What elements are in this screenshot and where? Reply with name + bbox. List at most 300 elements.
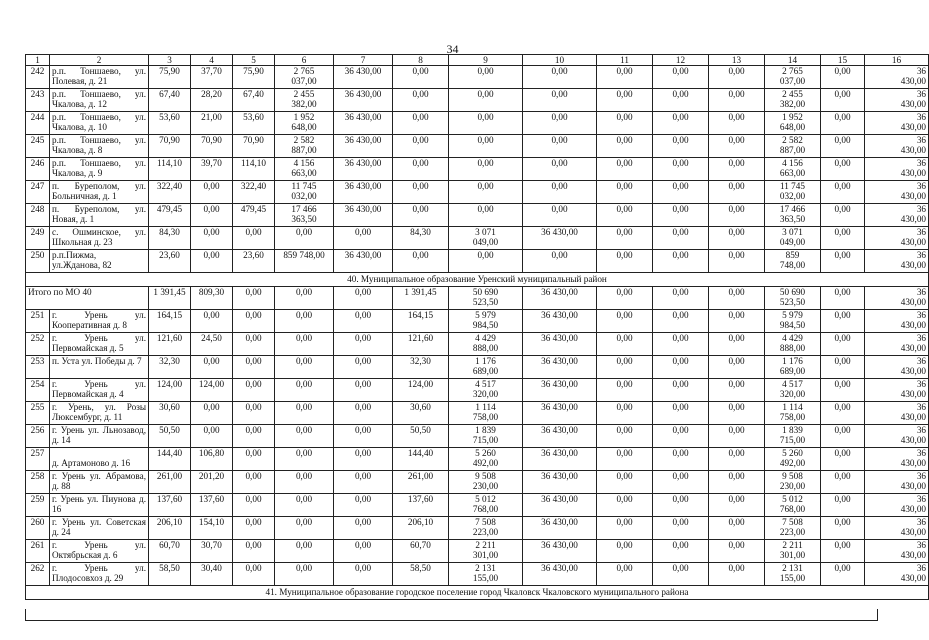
value-cell: 121,60: [393, 333, 449, 356]
value-cell: 0,00: [821, 563, 865, 586]
value-cell: 0,00: [709, 356, 765, 379]
table-row: [26, 204, 929, 227]
row-number: 262: [26, 563, 50, 586]
row-number: 248: [26, 204, 50, 227]
value-cell: 0,00: [821, 181, 865, 204]
value-cell: 164,15: [149, 310, 191, 333]
address-cell: г. Урень ул. Советская д. 24: [50, 517, 149, 540]
value-cell: 60,70: [149, 540, 191, 563]
value-cell: 0,00: [449, 66, 523, 89]
value-cell: 0,00: [334, 471, 393, 494]
value-cell: 36 430,00: [865, 158, 929, 181]
value-cell: 0,00: [191, 250, 233, 273]
value-cell: 0,00: [821, 89, 865, 112]
value-cell: 0,00: [334, 333, 393, 356]
value-cell: 36 430,00: [523, 425, 597, 448]
value-cell: 0,00: [709, 333, 765, 356]
value-cell: 0,00: [709, 227, 765, 250]
table-row: [26, 540, 929, 563]
value-cell: 0,00: [275, 540, 334, 563]
value-cell: 36 430,00: [523, 227, 597, 250]
value-cell: 0,00: [275, 494, 334, 517]
table-continuation: [25, 609, 878, 621]
column-header: 9: [449, 55, 523, 66]
value-cell: 84,30: [149, 227, 191, 250]
value-cell: 0,00: [597, 250, 653, 273]
column-header: 5: [233, 55, 275, 66]
value-cell: 36 430,00: [334, 135, 393, 158]
value-cell: 32,30: [149, 356, 191, 379]
total-value-cell: 809,30: [191, 287, 233, 310]
value-cell: 0,00: [275, 402, 334, 425]
value-cell: 0,00: [821, 227, 865, 250]
value-cell: 164,15: [393, 310, 449, 333]
value-cell: 0,00: [821, 540, 865, 563]
value-cell: 0,00: [191, 425, 233, 448]
value-cell: 0,00: [821, 204, 865, 227]
value-cell: 0,00: [597, 494, 653, 517]
address-cell: г. Урень ул. Плодосовхоз д. 29: [50, 563, 149, 586]
value-cell: 0,00: [393, 89, 449, 112]
value-cell: 0,00: [597, 379, 653, 402]
value-cell: 36 430,00: [523, 333, 597, 356]
value-cell: 0,00: [233, 310, 275, 333]
section-heading: 41. Муниципальное образование городское поселение город Чкаловск Чкаловского муниципального района: [26, 586, 929, 600]
value-cell: 4 517 320,00: [765, 379, 821, 402]
column-header: 2: [50, 55, 149, 66]
value-cell: 0,00: [334, 227, 393, 250]
value-cell: 0,00: [233, 517, 275, 540]
value-cell: 0,00: [653, 540, 709, 563]
value-cell: 70,90: [191, 135, 233, 158]
value-cell: 36 430,00: [523, 448, 597, 471]
value-cell: 24,50: [191, 333, 233, 356]
value-cell: 0,00: [334, 494, 393, 517]
value-cell: 70,90: [233, 135, 275, 158]
value-cell: 0,00: [191, 310, 233, 333]
value-cell: 206,10: [393, 517, 449, 540]
value-cell: 2 211 301,00: [765, 540, 821, 563]
value-cell: 36 430,00: [865, 494, 929, 517]
row-number: 247: [26, 181, 50, 204]
value-cell: 0,00: [334, 356, 393, 379]
value-cell: 0,00: [653, 471, 709, 494]
value-cell: 0,00: [821, 425, 865, 448]
value-cell: 0,00: [653, 425, 709, 448]
value-cell: 2 582 887,00: [765, 135, 821, 158]
value-cell: 0,00: [709, 112, 765, 135]
value-cell: 36 430,00: [865, 471, 929, 494]
value-cell: 0,00: [597, 563, 653, 586]
value-cell: 0,00: [653, 227, 709, 250]
value-cell: 0,00: [597, 471, 653, 494]
value-cell: 11 745 032,00: [275, 181, 334, 204]
value-cell: 36 430,00: [334, 112, 393, 135]
total-value-cell: 50 690 523,50: [449, 287, 523, 310]
value-cell: 137,60: [191, 494, 233, 517]
value-cell: 479,45: [149, 204, 191, 227]
value-cell: 11 745 032,00: [765, 181, 821, 204]
value-cell: 36 430,00: [865, 135, 929, 158]
total-row: [26, 287, 929, 310]
table-row: [26, 471, 929, 494]
address-cell: р.п. Тоншаево, ул. Чкалова, д. 8: [50, 135, 149, 158]
value-cell: 0,00: [597, 227, 653, 250]
value-cell: 261,00: [393, 471, 449, 494]
value-cell: 4 517 320,00: [449, 379, 523, 402]
value-cell: 0,00: [233, 448, 275, 471]
value-cell: 58,50: [149, 563, 191, 586]
table-row: [26, 66, 929, 89]
value-cell: 0,00: [334, 402, 393, 425]
value-cell: 0,00: [821, 494, 865, 517]
value-cell: 322,40: [149, 181, 191, 204]
value-cell: 0,00: [334, 517, 393, 540]
value-cell: 36 430,00: [334, 89, 393, 112]
table-row: [26, 517, 929, 540]
value-cell: 58,50: [393, 563, 449, 586]
value-cell: 36 430,00: [334, 158, 393, 181]
value-cell: 0,00: [393, 66, 449, 89]
row-number: 254: [26, 379, 50, 402]
page-number: 34: [446, 42, 459, 56]
value-cell: 0,00: [449, 89, 523, 112]
value-cell: 0,00: [393, 135, 449, 158]
value-cell: 0,00: [233, 379, 275, 402]
column-header-row: [26, 55, 929, 66]
value-cell: 0,00: [821, 402, 865, 425]
value-cell: 0,00: [523, 158, 597, 181]
address-cell: п. Буреполом, ул. Новая, д. 1: [50, 204, 149, 227]
value-cell: 0,00: [393, 204, 449, 227]
value-cell: 0,00: [653, 158, 709, 181]
value-cell: 0,00: [233, 563, 275, 586]
value-cell: 36 430,00: [865, 204, 929, 227]
table-row: [26, 356, 929, 379]
address-cell: п. Буреполом, ул. Больничная, д. 1: [50, 181, 149, 204]
value-cell: 0,00: [191, 204, 233, 227]
table-row: [26, 494, 929, 517]
value-cell: 0,00: [821, 310, 865, 333]
address-cell: г. Урень ул. Первомайская д. 4: [50, 379, 149, 402]
section-heading: 40. Муниципальное образование Уренский муниципальный район: [26, 273, 929, 287]
value-cell: 0,00: [653, 135, 709, 158]
value-cell: 50,50: [149, 425, 191, 448]
value-cell: 0,00: [233, 540, 275, 563]
value-cell: 0,00: [275, 356, 334, 379]
value-cell: 0,00: [821, 135, 865, 158]
value-cell: 0,00: [709, 425, 765, 448]
value-cell: 0,00: [653, 181, 709, 204]
value-cell: 36 430,00: [334, 250, 393, 273]
value-cell: 60,70: [393, 540, 449, 563]
address-cell: г. Урень ул. Октябрьская д. 6: [50, 540, 149, 563]
value-cell: 0,00: [334, 379, 393, 402]
value-cell: 0,00: [449, 204, 523, 227]
value-cell: 39,70: [191, 158, 233, 181]
value-cell: 0,00: [334, 540, 393, 563]
value-cell: 36 430,00: [523, 356, 597, 379]
value-cell: 36 430,00: [865, 227, 929, 250]
value-cell: 0,00: [653, 517, 709, 540]
value-cell: 0,00: [821, 333, 865, 356]
total-value-cell: 1 391,45: [149, 287, 191, 310]
value-cell: 124,00: [191, 379, 233, 402]
value-cell: 17 466 363,50: [275, 204, 334, 227]
value-cell: 2 455 382,00: [275, 89, 334, 112]
value-cell: 36 430,00: [865, 540, 929, 563]
value-cell: 124,00: [149, 379, 191, 402]
value-cell: 114,10: [149, 158, 191, 181]
value-cell: 0,00: [523, 250, 597, 273]
value-cell: 0,00: [597, 135, 653, 158]
value-cell: 0,00: [597, 540, 653, 563]
value-cell: 0,00: [523, 89, 597, 112]
value-cell: 28,20: [191, 89, 233, 112]
value-cell: 36 430,00: [865, 333, 929, 356]
value-cell: 3 071 049,00: [765, 227, 821, 250]
value-cell: 0,00: [233, 425, 275, 448]
value-cell: 0,00: [597, 517, 653, 540]
value-cell: 0,00: [449, 181, 523, 204]
value-cell: 36 430,00: [865, 250, 929, 273]
value-cell: 30,70: [191, 540, 233, 563]
value-cell: 1 176 689,00: [765, 356, 821, 379]
value-cell: 2 211 301,00: [449, 540, 523, 563]
value-cell: 53,60: [233, 112, 275, 135]
value-cell: 36 430,00: [865, 181, 929, 204]
value-cell: 0,00: [233, 227, 275, 250]
value-cell: 0,00: [597, 204, 653, 227]
value-cell: 0,00: [393, 112, 449, 135]
value-cell: 0,00: [275, 333, 334, 356]
value-cell: 36 430,00: [865, 112, 929, 135]
value-cell: 0,00: [449, 250, 523, 273]
value-cell: 7 508 223,00: [449, 517, 523, 540]
value-cell: 0,00: [821, 517, 865, 540]
address-cell: г. Урень ул. Пиунова д. 16: [50, 494, 149, 517]
value-cell: 5 260 492,00: [449, 448, 523, 471]
value-cell: 0,00: [523, 135, 597, 158]
value-cell: 36 430,00: [865, 310, 929, 333]
value-cell: 0,00: [191, 227, 233, 250]
value-cell: 2 582 887,00: [275, 135, 334, 158]
row-number: 256: [26, 425, 50, 448]
value-cell: 36 430,00: [865, 379, 929, 402]
table-row: [26, 563, 929, 586]
value-cell: 0,00: [653, 494, 709, 517]
value-cell: 84,30: [393, 227, 449, 250]
value-cell: 0,00: [653, 66, 709, 89]
table-row: [26, 333, 929, 356]
value-cell: 0,00: [653, 448, 709, 471]
column-header: 15: [821, 55, 865, 66]
value-cell: 36 430,00: [523, 379, 597, 402]
value-cell: 0,00: [597, 112, 653, 135]
value-cell: 0,00: [821, 66, 865, 89]
value-cell: 9 508 230,00: [765, 471, 821, 494]
value-cell: 114,10: [233, 158, 275, 181]
row-number: 261: [26, 540, 50, 563]
value-cell: 0,00: [709, 66, 765, 89]
value-cell: 0,00: [709, 310, 765, 333]
row-number: 251: [26, 310, 50, 333]
value-cell: 3 071 049,00: [449, 227, 523, 250]
row-number: 242: [26, 66, 50, 89]
value-cell: 36 430,00: [334, 181, 393, 204]
value-cell: 0,00: [233, 356, 275, 379]
value-cell: 0,00: [709, 204, 765, 227]
value-cell: 0,00: [275, 563, 334, 586]
address-cell: г. Урень, ул. Розы Люксембург, д. 11: [50, 402, 149, 425]
value-cell: 1 839 715,00: [449, 425, 523, 448]
value-cell: 36 430,00: [865, 356, 929, 379]
value-cell: 0,00: [653, 204, 709, 227]
value-cell: 30,40: [191, 563, 233, 586]
table-row: [26, 310, 929, 333]
total-value-cell: 0,00: [653, 287, 709, 310]
value-cell: 23,60: [149, 250, 191, 273]
address-cell: р.п. Тоншаево, ул. Чкалова, д. 12: [50, 89, 149, 112]
value-cell: 21,00: [191, 112, 233, 135]
value-cell: 0,00: [821, 250, 865, 273]
address-cell: с. Ошминское, ул. Школьная д. 23: [50, 227, 149, 250]
value-cell: 36 430,00: [523, 471, 597, 494]
value-cell: 0,00: [275, 379, 334, 402]
value-cell: 5 979 984,50: [765, 310, 821, 333]
value-cell: 36 430,00: [523, 517, 597, 540]
value-cell: 1 952 648,00: [275, 112, 334, 135]
value-cell: 36 430,00: [865, 402, 929, 425]
table-row: [26, 448, 929, 471]
value-cell: 67,40: [149, 89, 191, 112]
value-cell: 0,00: [233, 471, 275, 494]
value-cell: 75,90: [149, 66, 191, 89]
value-cell: 144,40: [149, 448, 191, 471]
value-cell: 201,20: [191, 471, 233, 494]
value-cell: 4 156 663,00: [765, 158, 821, 181]
total-value-cell: 0,00: [821, 287, 865, 310]
value-cell: 0,00: [653, 356, 709, 379]
value-cell: 75,90: [233, 66, 275, 89]
value-cell: 4 156 663,00: [275, 158, 334, 181]
value-cell: 0,00: [709, 402, 765, 425]
value-cell: 0,00: [709, 517, 765, 540]
address-cell: р.п. Тоншаево, ул. Чкалова, д. 9: [50, 158, 149, 181]
value-cell: 0,00: [653, 379, 709, 402]
value-cell: 36 430,00: [523, 563, 597, 586]
value-cell: 0,00: [523, 181, 597, 204]
column-header: 11: [597, 55, 653, 66]
column-header: 16: [865, 55, 929, 66]
row-number: 245: [26, 135, 50, 158]
address-cell: р.п. Тоншаево, ул. Полевая, д. 21: [50, 66, 149, 89]
value-cell: 0,00: [709, 135, 765, 158]
value-cell: 0,00: [653, 310, 709, 333]
value-cell: 1 114 758,00: [765, 402, 821, 425]
row-number: 249: [26, 227, 50, 250]
value-cell: 124,00: [393, 379, 449, 402]
address-cell: г. Урень ул. Льнозавод, д. 14: [50, 425, 149, 448]
value-cell: 0,00: [191, 356, 233, 379]
value-cell: 0,00: [191, 402, 233, 425]
table-row: [26, 250, 929, 273]
value-cell: 0,00: [821, 379, 865, 402]
column-header: 3: [149, 55, 191, 66]
value-cell: 9 508 230,00: [449, 471, 523, 494]
value-cell: 0,00: [653, 563, 709, 586]
total-value-cell: 36 430,00: [865, 287, 929, 310]
value-cell: 7 508 223,00: [765, 517, 821, 540]
table-row: [26, 181, 929, 204]
value-cell: 0,00: [275, 425, 334, 448]
value-cell: 0,00: [597, 402, 653, 425]
value-cell: 479,45: [233, 204, 275, 227]
value-cell: 0,00: [653, 333, 709, 356]
total-value-cell: 50 690 523,50: [765, 287, 821, 310]
row-number: 257: [26, 448, 50, 471]
value-cell: 0,00: [597, 356, 653, 379]
value-cell: 0,00: [709, 471, 765, 494]
value-cell: 0,00: [334, 563, 393, 586]
value-cell: 0,00: [821, 158, 865, 181]
total-value-cell: 0,00: [233, 287, 275, 310]
value-cell: 0,00: [233, 494, 275, 517]
column-header: 8: [393, 55, 449, 66]
address-cell: п. Уста ул. Победы д. 7: [50, 356, 149, 379]
table-row: [26, 158, 929, 181]
value-cell: 0,00: [334, 310, 393, 333]
value-cell: 0,00: [449, 112, 523, 135]
row-number: 250: [26, 250, 50, 273]
value-cell: 137,60: [393, 494, 449, 517]
value-cell: 32,30: [393, 356, 449, 379]
value-cell: 36 430,00: [865, 89, 929, 112]
value-cell: 0,00: [709, 540, 765, 563]
column-header: 4: [191, 55, 233, 66]
value-cell: 121,60: [149, 333, 191, 356]
value-cell: 0,00: [653, 250, 709, 273]
table-row: [26, 402, 929, 425]
total-value-cell: 36 430,00: [523, 287, 597, 310]
value-cell: 0,00: [597, 333, 653, 356]
value-cell: 1 176 689,00: [449, 356, 523, 379]
value-cell: 0,00: [597, 181, 653, 204]
value-cell: 36 430,00: [523, 540, 597, 563]
column-header: 13: [709, 55, 765, 66]
value-cell: 0,00: [523, 66, 597, 89]
value-cell: 5 979 984,50: [449, 310, 523, 333]
row-number: 246: [26, 158, 50, 181]
total-value-cell: 0,00: [597, 287, 653, 310]
value-cell: 5 012 768,00: [765, 494, 821, 517]
value-cell: 0,00: [821, 448, 865, 471]
row-number: 260: [26, 517, 50, 540]
table-row: [26, 227, 929, 250]
value-cell: 70,90: [149, 135, 191, 158]
value-cell: 0,00: [709, 379, 765, 402]
value-cell: 0,00: [523, 204, 597, 227]
total-label: Итого по МО 40: [26, 287, 149, 310]
value-cell: 0,00: [233, 402, 275, 425]
row-number: 244: [26, 112, 50, 135]
table-row: [26, 135, 929, 158]
row-number: 259: [26, 494, 50, 517]
value-cell: 0,00: [653, 402, 709, 425]
value-cell: 50,50: [393, 425, 449, 448]
value-cell: 0,00: [275, 310, 334, 333]
value-cell: 23,60: [233, 250, 275, 273]
